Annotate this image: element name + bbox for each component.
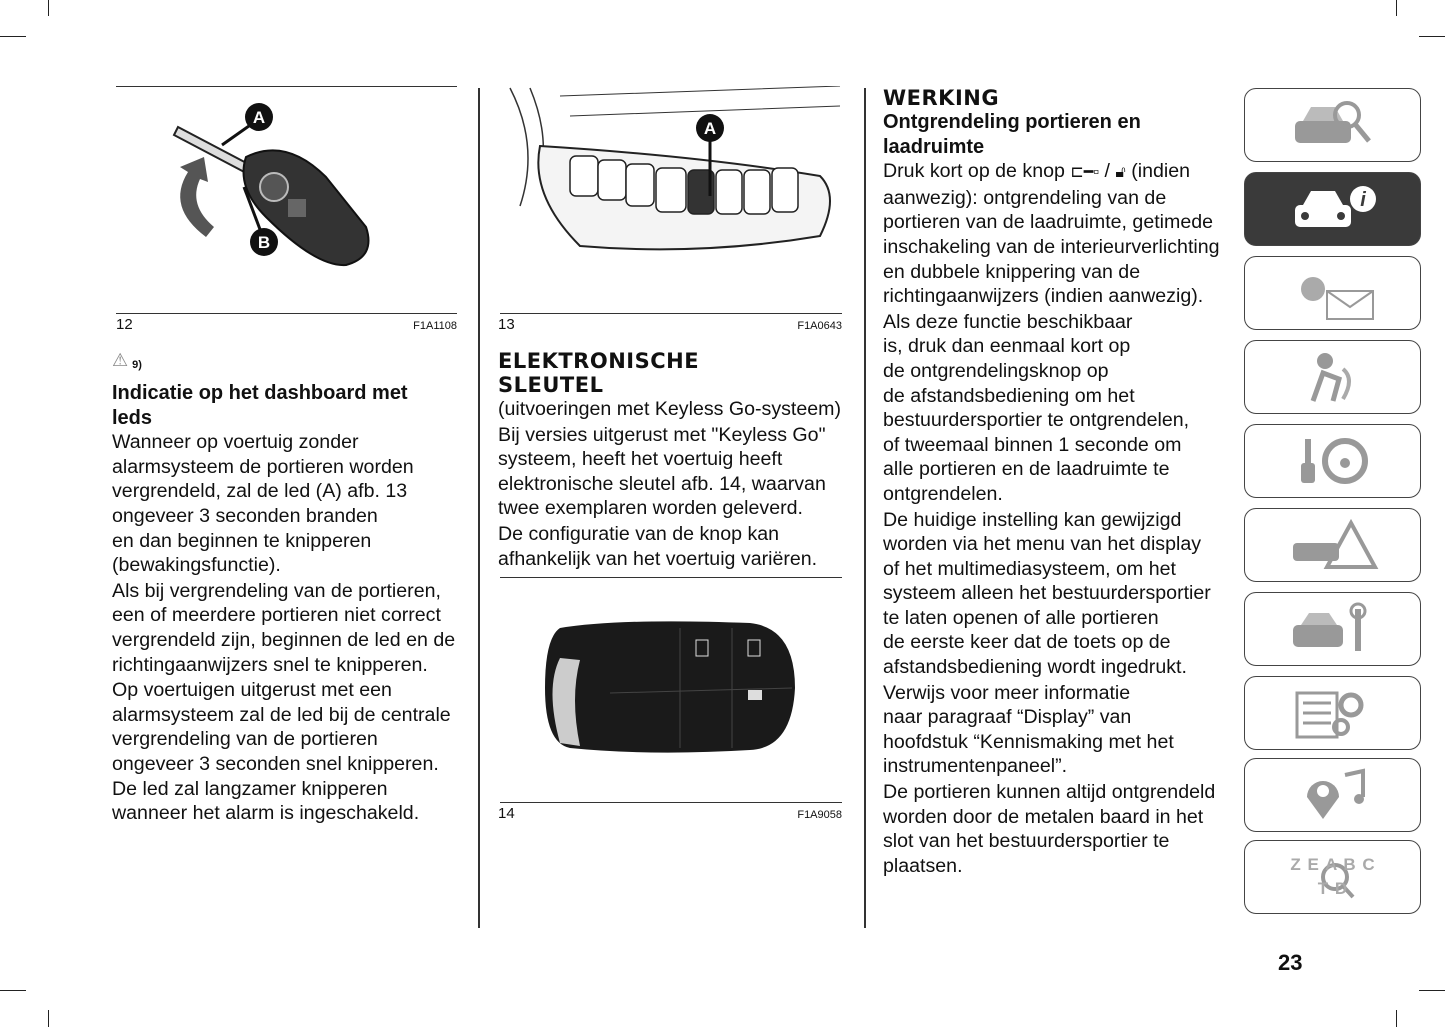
tab-emergency[interactable] xyxy=(1244,508,1421,582)
figure-12 xyxy=(116,86,457,314)
crop-mark xyxy=(0,36,26,37)
unlock-icon: 🔓︎ xyxy=(1115,164,1126,182)
paragraph: Als bij vergrendeling van de portieren, een of meerdere portieren niet correct vergrendeld zijn, beginnen de led en de richtingaanwijzers snel te knipperen. xyxy=(112,579,456,676)
crop-mark xyxy=(48,1010,49,1027)
warning-ref-number[interactable]: 9) xyxy=(132,359,142,371)
warning-light-message-icon xyxy=(1283,265,1383,321)
paragraph: De configuratie van de knop kan afhankelijk van het voertuig variëren. xyxy=(498,522,818,570)
column-3 xyxy=(883,86,1223,879)
car-info-icon xyxy=(1283,181,1383,237)
seat-safety-icon xyxy=(1283,349,1383,405)
paragraph: Bij versies uitgerust met "Keyless Go" systeem, heeft het voertuig heeft elektronische sleutel afb. 14, waarvan twee exemplaren worden geleverd. xyxy=(498,423,826,520)
section-heading: Indicatie op het dashboard met leds xyxy=(112,382,408,429)
figure-number: 12 xyxy=(116,316,133,333)
figure-caption xyxy=(116,316,457,333)
page-number: 23 xyxy=(1278,950,1303,975)
crop-mark xyxy=(1396,1010,1397,1027)
tab-technical-data[interactable] xyxy=(1244,676,1421,750)
paragraph: Verwijs voor meer informatie naar paragraaf “Display” van hoofdstuk “Kennismaking met het instrumentenpaneel”. xyxy=(883,681,1174,778)
dashboard-switches-illustration xyxy=(500,86,842,313)
paragraph: Wanneer op voertuig zonder alarmsysteem de portieren worden vergrendeld, zal de led (A) afb. 13 ongeveer 3 seconden branden en dan beginnen te knipperen (bewakingsfunctie). xyxy=(112,431,414,577)
figure-number: 13 xyxy=(498,316,515,333)
tab-maintenance[interactable] xyxy=(1244,592,1421,666)
figure-code: F1A1108 xyxy=(413,320,457,332)
column-divider xyxy=(478,88,480,928)
figure-14 xyxy=(500,577,842,803)
index-icon xyxy=(1283,849,1383,905)
car-search-icon xyxy=(1283,97,1383,153)
callout-label-a: A xyxy=(252,108,266,127)
column-divider xyxy=(864,88,866,928)
figure-number: 14 xyxy=(498,805,515,823)
text: / xyxy=(1099,160,1116,183)
technical-data-icon xyxy=(1283,685,1383,741)
callout-label-b: B xyxy=(257,233,271,252)
index-letters: Z E A B C T D xyxy=(1290,855,1375,898)
tab-car-search[interactable] xyxy=(1244,88,1421,162)
paragraph: Op voertuigen uitgerust met een alarmsysteem zal de led bij de centrale vergrendeling van de portieren ongeveer 3 seconden snel knipperen. De led zal langzamer knipperen wanneer het alarm is ingeschakeld. xyxy=(112,679,451,825)
warning-triangle-icon: ⚠ xyxy=(112,350,129,370)
figure-caption xyxy=(498,805,842,822)
crop-mark xyxy=(0,990,26,991)
car-maintenance-icon xyxy=(1283,601,1383,657)
column-2 xyxy=(498,86,842,822)
paragraph: aanwezig): ontgrendeling van de portieren van de laadruimte, getimede inschakeling van de interieurverlichting en dubbele knippering van de richtingaanwijzers (indien aanwezig). xyxy=(883,186,1220,308)
section-heading: WERKING xyxy=(883,86,1000,110)
paragraph: De portieren kunnen altijd ontgrendeld worden door de metalen baard in het slot van het bestuurdersportier te plaatsen. xyxy=(883,781,1216,877)
crop-mark xyxy=(1419,36,1445,37)
text: Druk kort op de knop xyxy=(883,160,1071,183)
tab-multimedia[interactable] xyxy=(1244,758,1421,832)
key-fob-illustration xyxy=(116,87,456,313)
callout-label-a: A xyxy=(703,119,717,138)
paragraph: Als deze functie beschikbaar is, druk dan eenmaal kort op de ontgrendelingsknop op de afstandsbediening om het bestuurdersportier te ontgrendelen, of tweemaal binnen 1 seconde om alle portieren en de laadruimte te ontgrendelen. xyxy=(883,310,1190,505)
column-1 xyxy=(112,86,457,827)
paragraph: (uitvoeringen met Keyless Go-systeem) xyxy=(498,398,842,420)
tab-index[interactable] xyxy=(1244,840,1421,914)
svg-text:i: i xyxy=(1359,189,1366,211)
unlock-tailgate-icon: ⊏━▫ xyxy=(1070,164,1100,182)
text: (indien xyxy=(1125,160,1191,183)
tab-safety[interactable] xyxy=(1244,340,1421,414)
subsection-heading: Ontgrendeling portieren en laadruimte xyxy=(883,111,1141,158)
paragraph: De huidige instelling kan gewijzigd worden via het menu van het display of het multimediasysteem, om het systeem alleen het bestuurdersportier te laten openen of alle portieren de eerste keer dat de toets op de afstandsbediening wordt ingedrukt. xyxy=(883,508,1211,679)
section-heading: ELEKTRONISCHE SLEUTEL xyxy=(498,349,700,397)
crop-mark xyxy=(48,0,49,16)
key-steering-wheel-icon xyxy=(1283,433,1383,489)
warning-reference xyxy=(112,349,457,371)
figure-code: F1A9058 xyxy=(797,809,842,822)
electronic-key-illustration xyxy=(500,578,842,802)
figure-code: F1A0643 xyxy=(797,320,842,332)
crop-mark xyxy=(1396,0,1397,16)
figure-13 xyxy=(500,86,842,314)
tab-warning-lights[interactable] xyxy=(1244,256,1421,330)
figure-caption xyxy=(498,316,842,333)
tab-car-info[interactable] xyxy=(1244,172,1421,246)
multimedia-icon xyxy=(1283,767,1383,823)
paragraph xyxy=(883,159,1223,186)
crop-mark xyxy=(1419,990,1445,991)
tab-starting-driving[interactable] xyxy=(1244,424,1421,498)
car-emergency-icon xyxy=(1283,517,1383,573)
